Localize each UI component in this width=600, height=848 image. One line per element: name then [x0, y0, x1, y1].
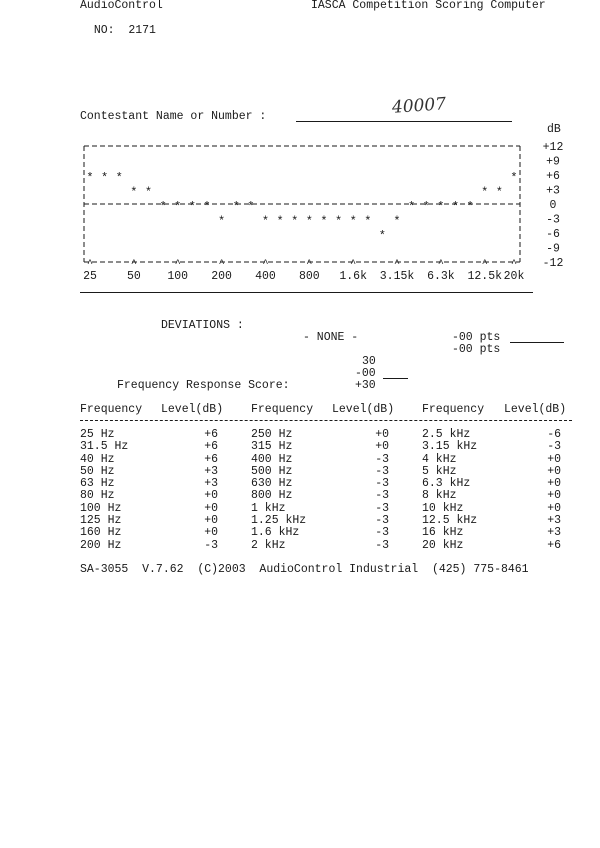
x-tick-mark: ^	[437, 259, 444, 270]
frequency-cell: 10 kHz	[422, 501, 464, 515]
level-cell: +0	[375, 428, 389, 441]
data-point: *	[232, 200, 240, 214]
data-point: *	[349, 214, 357, 229]
level-cell: +6	[547, 538, 561, 552]
x-tick-label: 3.15k	[379, 270, 415, 283]
table-row	[80, 429, 575, 441]
data-point: *	[247, 200, 255, 214]
deviation-points-line	[510, 342, 564, 343]
level-cell: +0	[547, 464, 561, 478]
x-tick-label: 20k	[503, 270, 525, 283]
level-cell: -3	[375, 538, 389, 552]
table-row	[80, 540, 575, 552]
x-tick-label: 50	[126, 270, 141, 283]
table-row	[80, 441, 575, 453]
frequency-cell: 80 Hz	[80, 489, 115, 503]
header-frequency-2: Frequency	[251, 403, 314, 416]
x-tick-label: 100	[167, 270, 189, 283]
score-label: Frequency Response Score:	[117, 379, 290, 392]
system-title: IASCA Competition Scoring Computer	[311, 0, 546, 12]
y-tick-label: +3	[546, 184, 560, 198]
score-total: +30	[355, 379, 376, 392]
frequency-cell: 40 Hz	[80, 452, 115, 466]
x-tick-mark: ^	[262, 259, 269, 270]
x-tick-mark: ^	[218, 259, 225, 270]
x-tick-label: 1.6k	[339, 270, 367, 283]
level-cell: +6	[204, 428, 218, 441]
data-point: *	[144, 185, 153, 200]
table-body	[80, 429, 575, 552]
data-point: *	[364, 214, 372, 229]
level-cell: -3	[547, 440, 561, 454]
brand-name: AudioControl	[80, 0, 163, 12]
data-point: *	[276, 214, 284, 229]
x-tick-label: 12.5k	[467, 270, 503, 283]
frequency-cell: 25 Hz	[80, 428, 115, 441]
frequency-cell: 400 Hz	[251, 452, 293, 466]
x-tick-label: 800	[298, 270, 320, 283]
report-number-label: NO:	[93, 23, 115, 37]
header-frequency-3: Frequency	[422, 403, 485, 416]
frequency-cell: 16 kHz	[422, 526, 464, 540]
frequency-cell: 2.5 kHz	[422, 428, 471, 441]
frequency-cell: 4 kHz	[422, 452, 457, 466]
header-level-3: Level(dB)	[504, 403, 567, 416]
data-point: *	[393, 214, 401, 229]
frequency-cell: 630 Hz	[251, 477, 293, 491]
score-deduction: -00	[355, 367, 376, 380]
report-number-value: 2171	[128, 23, 156, 37]
data-point: *	[130, 185, 138, 200]
footer-text: SA-3055 V.7.62 (C)2003 AudioControl Industrial (425) 775-8461	[80, 563, 529, 576]
level-cell: +0	[547, 489, 561, 503]
level-cell: -3	[375, 489, 389, 503]
level-cell: +3	[204, 464, 218, 478]
contestant-label: Contestant Name or Number :	[80, 110, 267, 123]
level-cell: -3	[375, 526, 389, 540]
frequency-response-chart	[78, 123, 578, 288]
frequency-cell: 3.15 kHz	[422, 440, 478, 454]
data-point: *	[495, 185, 503, 200]
level-cell: -3	[375, 501, 389, 515]
frequency-cell: 500 Hz	[251, 464, 293, 478]
x-tick-mark: ^	[510, 259, 518, 270]
frequency-cell: 315 Hz	[251, 440, 293, 454]
frequency-cell: 160 Hz	[80, 526, 122, 540]
table-header	[80, 404, 575, 420]
data-point: *	[174, 200, 182, 214]
table-header-rule	[80, 420, 572, 421]
chart-bottom-rule	[80, 292, 533, 293]
x-tick-mark: ^	[130, 259, 137, 270]
header-level-1: Level(dB)	[161, 403, 224, 416]
frequency-cell: 200 Hz	[80, 538, 122, 552]
level-cell: +0	[204, 514, 218, 528]
score-base: 30	[362, 355, 376, 368]
level-cell: +0	[547, 452, 561, 466]
frequency-cell: 125 Hz	[80, 514, 122, 528]
table-row	[80, 503, 575, 515]
table-row	[80, 478, 575, 490]
level-cell: +0	[204, 501, 218, 515]
level-cell: +3	[547, 526, 561, 540]
level-cell: +6	[204, 440, 218, 454]
frequency-cell: 2 kHz	[251, 538, 286, 552]
chart-svg	[78, 123, 578, 288]
table-row	[80, 454, 575, 466]
frequency-cell: 12.5 kHz	[422, 514, 478, 528]
level-cell: +0	[204, 526, 218, 540]
data-point: *	[437, 200, 445, 214]
y-tick-label: -9	[546, 242, 560, 256]
deviations-label: DEVIATIONS :	[161, 319, 244, 332]
frequency-cell: 50 Hz	[80, 464, 115, 478]
level-cell: -3	[375, 452, 389, 466]
score-underline	[383, 378, 408, 379]
frequency-cell: 100 Hz	[80, 501, 122, 515]
report-number	[80, 13, 156, 36]
frequency-cell: 1.6 kHz	[251, 526, 300, 540]
data-point: *	[451, 200, 460, 214]
level-cell: -3	[375, 464, 389, 478]
contestant-underline	[296, 121, 512, 122]
level-cell: -3	[375, 477, 389, 491]
data-point: *	[422, 200, 430, 214]
header-level-2: Level(dB)	[332, 403, 395, 416]
data-point: *	[101, 171, 109, 185]
y-tick-label: -3	[546, 213, 560, 227]
y-tick-label: 0	[549, 199, 557, 212]
y-tick-label: +12	[542, 141, 564, 154]
data-point: *	[203, 200, 211, 214]
level-cell: -6	[547, 428, 561, 441]
x-tick-label: 6.3k	[427, 270, 455, 283]
data-point: *	[378, 229, 387, 243]
data-point: *	[217, 214, 226, 229]
header-frequency-1: Frequency	[80, 403, 143, 416]
data-point: *	[305, 214, 313, 229]
frequency-cell: 800 Hz	[251, 489, 293, 503]
deviations-value: - NONE -	[303, 331, 359, 344]
x-tick-mark: ^	[481, 259, 488, 270]
x-tick-mark: ^	[350, 259, 357, 270]
frequency-cell: 5 kHz	[422, 464, 457, 478]
level-cell: +0	[204, 489, 218, 503]
frequency-cell: 20 kHz	[422, 538, 464, 552]
frequency-cell: 1 kHz	[251, 501, 286, 515]
data-point: *	[291, 214, 299, 229]
y-axis-label: dB	[547, 123, 561, 136]
data-point: *	[188, 200, 196, 214]
data-point: *	[159, 200, 167, 214]
deviation-points-1: -00 pts	[452, 331, 501, 344]
data-point: *	[510, 171, 518, 185]
frequency-cell: 250 Hz	[251, 428, 293, 441]
frequency-cell: 31.5 Hz	[80, 440, 129, 454]
data-point: *	[466, 200, 474, 214]
frequency-cell: 63 Hz	[80, 477, 115, 491]
level-cell: +0	[547, 477, 561, 491]
x-tick-mark: ^	[86, 259, 94, 270]
level-table	[80, 404, 575, 552]
deviation-points-2: -00 pts	[452, 343, 501, 356]
frequency-cell: 8 kHz	[422, 489, 457, 503]
y-tick-label: -6	[546, 228, 560, 241]
data-point: *	[115, 171, 123, 185]
level-cell: +0	[547, 501, 561, 515]
level-cell: +3	[547, 514, 561, 528]
table-row	[80, 515, 575, 527]
level-cell: +0	[375, 440, 389, 454]
data-point: *	[408, 200, 416, 214]
y-tick-label: +9	[546, 155, 560, 169]
x-tick-mark: ^	[394, 259, 401, 270]
level-cell: +3	[204, 477, 218, 491]
x-tick-mark: ^	[174, 259, 181, 270]
level-cell: -3	[204, 538, 218, 552]
data-point: *	[334, 214, 343, 229]
data-point: *	[481, 185, 489, 200]
y-tick-label: +6	[546, 170, 560, 183]
level-cell: -3	[375, 514, 389, 528]
table-row	[80, 527, 575, 539]
frequency-cell: 6.3 kHz	[422, 477, 471, 491]
level-cell: +6	[204, 452, 218, 466]
x-tick-label: 400	[255, 270, 276, 283]
frequency-cell: 1.25 kHz	[251, 514, 307, 528]
contestant-handwritten-value: 40007	[391, 94, 447, 118]
data-point: *	[86, 171, 94, 185]
table-row	[80, 490, 575, 502]
y-tick-label: -12	[542, 257, 564, 270]
data-point: *	[320, 214, 328, 229]
table-row	[80, 466, 575, 478]
x-tick-label: 25	[83, 270, 97, 283]
data-point: *	[261, 214, 270, 229]
x-tick-mark: ^	[306, 259, 313, 270]
x-tick-label: 200	[211, 270, 232, 283]
